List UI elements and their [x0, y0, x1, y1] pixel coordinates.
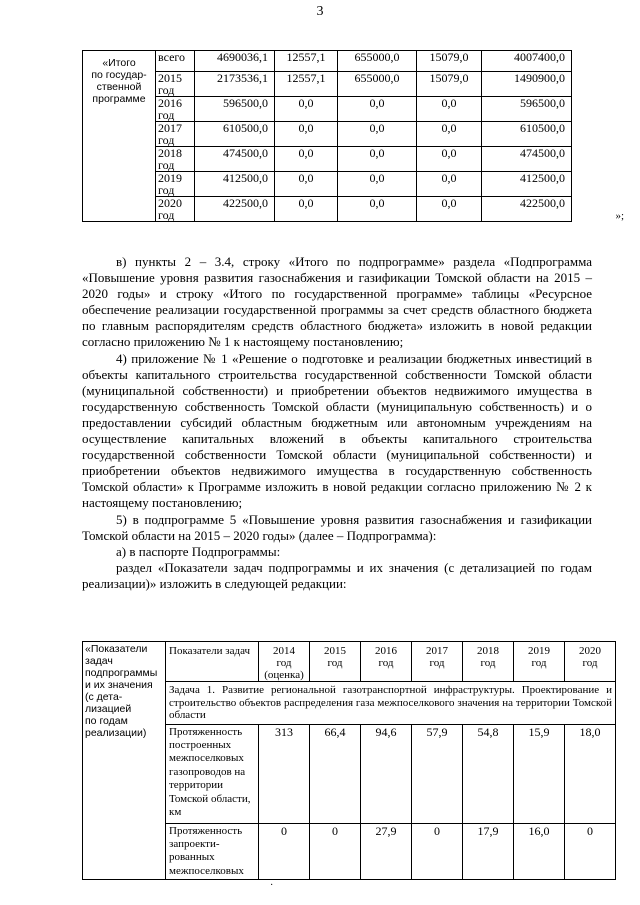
t2-label-line: реализации) — [85, 727, 147, 739]
value-col5: 1490900,0 — [482, 72, 572, 97]
indicator-value: 0 — [310, 823, 361, 880]
year-cell: всего — [156, 51, 195, 72]
header-year: 2015 год — [310, 642, 361, 682]
total-value: 596500,0 — [195, 97, 275, 122]
federal-value: 0,0 — [275, 122, 338, 147]
indicator-value: 54,8 — [463, 724, 514, 823]
value-col5: 596500,0 — [482, 97, 572, 122]
indicator-value: 16,0 — [514, 823, 565, 880]
footer-mark: · — [270, 880, 274, 891]
value-col5: 412500,0 — [482, 172, 572, 197]
total-row — [83, 147, 627, 172]
total-row — [83, 172, 627, 197]
year-cell: 2018 год — [156, 147, 195, 172]
value-col4: 15079,0 — [417, 72, 482, 97]
t2-label-line: «Показатели — [85, 643, 148, 655]
total-row — [83, 51, 627, 72]
total-label-line: программе — [92, 93, 146, 105]
federal-value: 0,0 — [275, 147, 338, 172]
value-col5: 610500,0 — [482, 122, 572, 147]
value-col3: 0,0 — [338, 172, 417, 197]
value-col3: 0,0 — [338, 122, 417, 147]
year-cell: 2019 год — [156, 172, 195, 197]
indicator-value: 94,6 — [361, 724, 412, 823]
indicator-value: 66,4 — [310, 724, 361, 823]
year-cell: 2020 год — [156, 197, 195, 222]
federal-value: 0,0 — [275, 172, 338, 197]
total-label-line: ственной — [96, 81, 142, 93]
t2-label-line: (с дета- — [85, 691, 123, 703]
total-row — [83, 97, 627, 122]
total-value: 422500,0 — [195, 197, 275, 222]
year-cell: 2016 год — [156, 97, 195, 122]
indicator-value: 57,9 — [412, 724, 463, 823]
federal-value: 0,0 — [275, 197, 338, 222]
t2-label-line: подпрограммы — [85, 667, 158, 679]
value-col4: 15079,0 — [417, 51, 482, 72]
amendment-text — [82, 254, 592, 592]
paragraph-razdel: раздел «Показатели задач подпрограммы и их значения (с детализацией по годам реализации)» изложить в следующей редакции: — [82, 559, 592, 591]
value-col3: 655000,0 — [338, 51, 417, 72]
t2-label-line: задач — [85, 655, 113, 667]
federal-value: 12557,1 — [275, 51, 338, 72]
indicator-name: Протяженность запроекти- рованных межпоселковых — [166, 823, 259, 880]
indicator-value: 0 — [259, 823, 310, 880]
header-year: 2020 год — [565, 642, 616, 682]
paragraph-5: 5) в подпрограмме 5 «Повышение уровня развития газоснабжения и газификации Томской области на 2015 – 2020 годы» (далее – Подпрограмма): — [82, 511, 592, 543]
indicator-value: 17,9 — [463, 823, 514, 880]
t2-label-line: по годам — [85, 715, 128, 727]
indicator-value: 313 — [259, 724, 310, 823]
paragraph-v: в) пункты 2 – 3.4, строку «Итого по подпрограмме» раздела «Подпрограмма «Повышение уровня развития газоснабжения и газификации Томской области на 2015 – 2020 годы» и строку «Итого по государственной программе» таблицы «Ресурсное обеспечение реализации государственной программы за счет средств областного бюджета по главным распорядителям средств областного бюджета» изложить в новой редакции согласно приложению № 1 к настоящему постановлению; — [82, 254, 592, 350]
federal-value: 0,0 — [275, 97, 338, 122]
t2-label-line: лизацией — [85, 703, 132, 715]
header-year: 2019 год — [514, 642, 565, 682]
indicator-name: Протяженность построенных межпоселковых газопроводов на территории Томской области, км — [166, 724, 259, 823]
value-col4: 0,0 — [417, 197, 482, 222]
total-row — [83, 122, 627, 147]
header-indicator-name: Показатели задач — [166, 642, 259, 682]
header-year: 2014 год (оценка) — [259, 642, 310, 682]
paragraph-4: 4) приложение № 1 «Решение о подготовке и реализации бюджетных инвестиций в объекты капитального строительства государственной собственности Томской области (муниципальной собственности) и приобретении объектов недвижимого имущества в государственную собственность Томской области (муниципальную собственность) и о предоставлении субсидий областным бюджетным или автономным учреждениям на осуществление капитальных вложений в объекты капитального строительства государственной собственности Томской области (муниципальной собственности) и приобретении объектов недвижимого имущества в государственную собственность Томской области» к Программе изложить в новой редакции согласно приложению № 2 к настоящему постановлению; — [82, 350, 592, 511]
year-cell: 2017 год — [156, 122, 195, 147]
header-year: 2017 год — [412, 642, 463, 682]
year-cell: 2015 год — [156, 72, 195, 97]
indicator-value: 0 — [565, 823, 616, 880]
total-label-line: «Итого — [102, 57, 136, 69]
value-col5: 474500,0 — [482, 147, 572, 172]
table2-section-label — [83, 642, 166, 880]
value-col3: 0,0 — [338, 97, 417, 122]
header-year: 2016 год — [361, 642, 412, 682]
indicator-value: 0 — [412, 823, 463, 880]
page-number: 3 — [316, 4, 324, 19]
closing-cell — [572, 51, 627, 222]
total-row — [83, 72, 627, 97]
value-col3: 0,0 — [338, 147, 417, 172]
total-value: 610500,0 — [195, 122, 275, 147]
total-value: 2173536,1 — [195, 72, 275, 97]
total-value: 412500,0 — [195, 172, 275, 197]
total-value: 474500,0 — [195, 147, 275, 172]
value-col4: 0,0 — [417, 122, 482, 147]
subprogram-indicators-table — [82, 641, 616, 880]
total-label-line: по государ- — [91, 69, 147, 81]
value-col5: 4007400,0 — [482, 51, 572, 72]
closing-mark: »; — [615, 209, 624, 222]
resource-table-total — [82, 50, 626, 222]
total-row — [83, 197, 627, 222]
indicator-value: 15,9 — [514, 724, 565, 823]
total-value: 4690036,1 — [195, 51, 275, 72]
value-col3: 655000,0 — [338, 72, 417, 97]
indicator-value: 27,9 — [361, 823, 412, 880]
header-year: 2018 год — [463, 642, 514, 682]
value-col4: 0,0 — [417, 147, 482, 172]
value-col3: 0,0 — [338, 197, 417, 222]
paragraph-a: а) в паспорте Подпрограммы: — [116, 543, 281, 559]
value-col4: 0,0 — [417, 97, 482, 122]
value-col5: 422500,0 — [482, 197, 572, 222]
total-label — [83, 51, 156, 222]
t2-label-line: и их значения — [85, 679, 153, 691]
table2-header-row — [83, 642, 616, 682]
value-col4: 0,0 — [417, 172, 482, 197]
indicator-value: 18,0 — [565, 724, 616, 823]
federal-value: 12557,1 — [275, 72, 338, 97]
task-1-description: Задача 1. Развитие региональной газотранспортной инфраструктуры. Проектирование и строительство объектов распределения газа межпоселкового значения на территории Томской области — [166, 682, 616, 725]
